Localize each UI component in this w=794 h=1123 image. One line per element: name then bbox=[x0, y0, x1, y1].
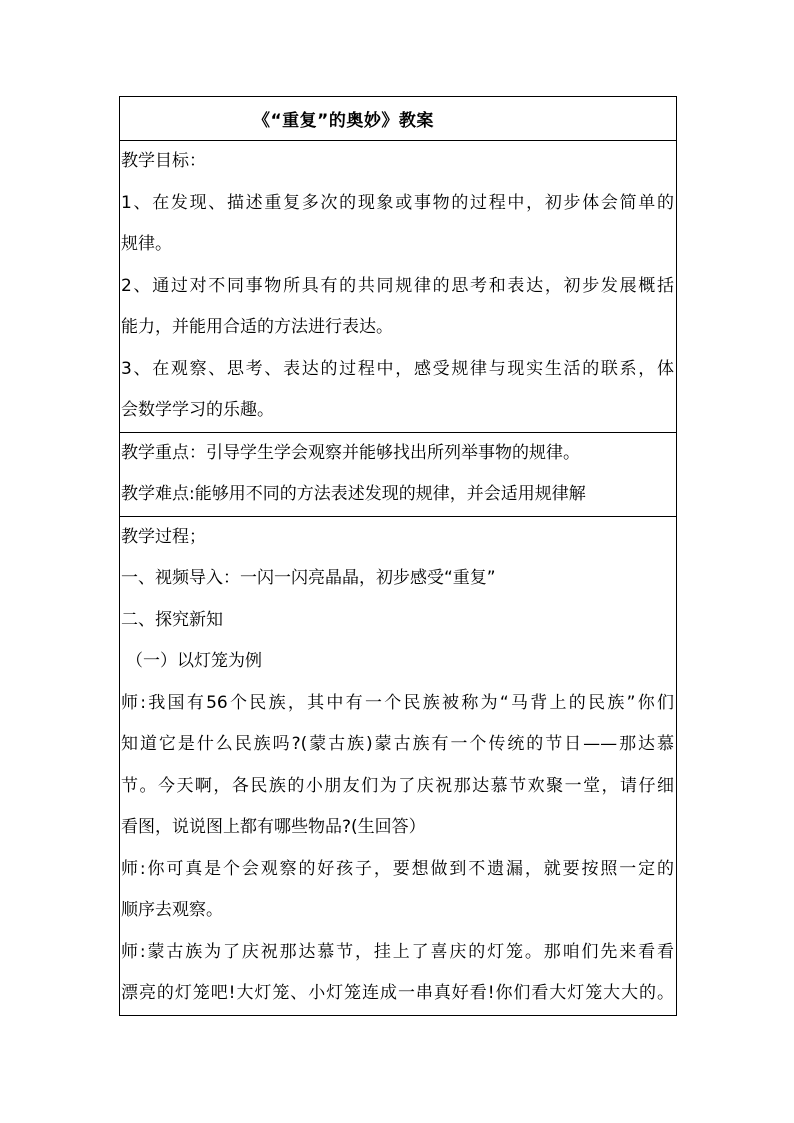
objective-line: 2、通过对不同事物所具有的共同规律的思考和表达，初步发展概括 bbox=[121, 275, 674, 296]
teaching-focus: 教学重点：引导学生学会观察并能够找出所列举事物的规律。 bbox=[121, 442, 580, 463]
process-line: 节。今天啊，各民族的小朋友们为了庆祝那达慕节欢聚一堂，请仔细 bbox=[121, 775, 674, 796]
process-line: 二、探究新知 bbox=[121, 609, 223, 630]
process-line: 一、视频导入：一闪一闪亮晶晶，初步感受“重复” bbox=[121, 568, 496, 588]
process-line: 顺序去观察。 bbox=[121, 900, 223, 920]
teaching-difficulty: 教学难点:能够用不同的方法表述发现的规律，并会适用规律解 bbox=[121, 484, 586, 504]
title-row bbox=[120, 97, 676, 141]
document-title: 《“重复”的奥妙》教案 bbox=[253, 111, 434, 131]
objectives-section bbox=[120, 141, 676, 433]
process-line: 师:蒙古族为了庆祝那达慕节，挂上了喜庆的灯笼。那咱们先来看看 bbox=[121, 941, 674, 962]
objective-line: 能力，并能用合适的方法进行表达。 bbox=[121, 317, 393, 337]
process-section bbox=[120, 517, 676, 1015]
objectives-heading: 教学目标： bbox=[121, 151, 206, 171]
process-line: （一）以灯笼为例 bbox=[126, 651, 262, 671]
process-line: 知道它是什么民族吗?(蒙古族)蒙古族有一个传统的节日——那达慕 bbox=[121, 734, 674, 754]
objective-line: 3、在观察、思考、表达的过程中，感受规律与现实生活的联系，体 bbox=[121, 358, 674, 379]
process-heading: 教学过程； bbox=[121, 526, 206, 547]
objective-line: 1、在发现、描述重复多次的现象或事物的过程中，初步体会简单的 bbox=[121, 192, 674, 213]
process-line: 看图，说说图上都有哪些物品?(生回答） bbox=[121, 817, 426, 837]
lesson-plan-table bbox=[119, 96, 677, 1016]
process-line: 师:你可真是个会观察的好孩子，要想做到不遗漏，就要按照一定的 bbox=[121, 858, 674, 879]
objective-line: 规律。 bbox=[121, 234, 172, 254]
process-line: 师:我国有56个民族，其中有一个民族被称为“马背上的民族”你们 bbox=[121, 692, 674, 713]
objective-line: 会数学学习的乐趣。 bbox=[121, 400, 274, 420]
process-line: 漂亮的灯笼吧!大灯笼、小灯笼连成一串真好看!你们看大灯笼大大的。 bbox=[121, 983, 674, 1003]
key-points-section bbox=[120, 433, 676, 517]
